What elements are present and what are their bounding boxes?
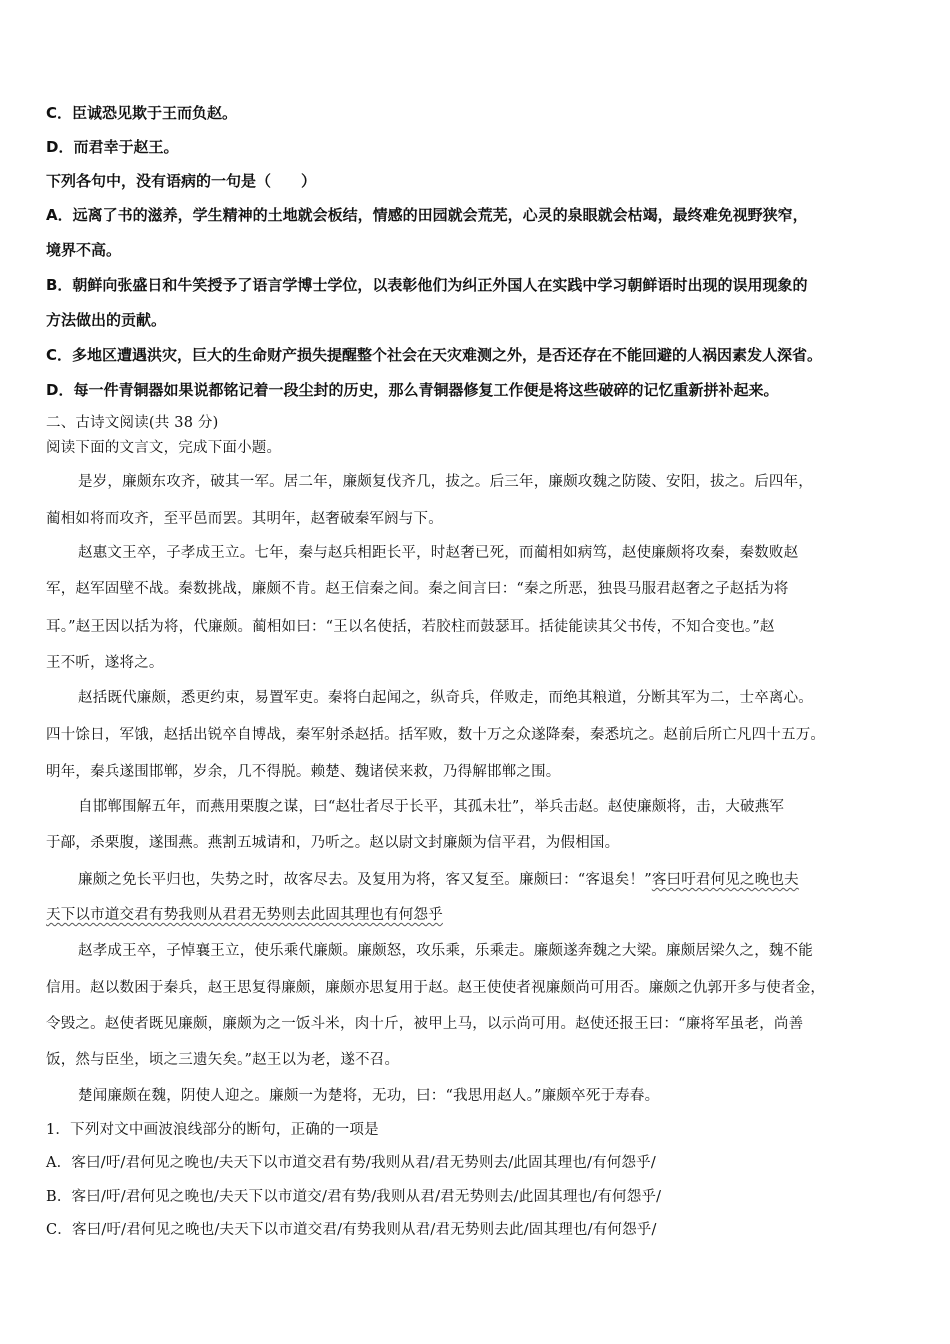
passage-line: 楚闻廉颇在魏，阴使人迎之。廉颇一为楚将，无功，曰：“我思用赵人。”廉颇卒死于寿春。 (78, 1088, 660, 1104)
grammar-option-d: D．每一件青铜器如果说都铭记着一段尘封的历史，那么青铜器修复工作便是将这些破碎的记忆重新拼补起来。 (46, 381, 779, 399)
question-1-stem: 1．下列对文中画波浪线部分的断句，正确的一项是 (46, 1122, 379, 1138)
passage-line: 明年，秦兵遂围邯郸，岁余，几不得脱。赖楚、魏诸侯来救，乃得解邯郸之围。 (46, 764, 561, 780)
grammar-option-a-line-2: 境界不高。 (46, 241, 122, 259)
wavy-underlined-text: 天下以市道交君有势我则从君君无势则去此固其理也有何怨乎 (46, 907, 443, 923)
grammar-option-a-line-1: A．远离了书的滋养，学生精神的土地就会板结，情感的田园就会荒芜，心灵的泉眼就会枯竭，最终难免视野狭窄， (46, 206, 808, 224)
passage-line (46, 905, 443, 925)
passage-line: 自邯郸围解五年，而燕用栗腹之谋，曰“赵壮者尽于长平，其孤未壮”，举兵击赵。赵使廉颇将，击，大破燕军 (78, 799, 785, 815)
prev-question-option-d: D．而君幸于赵王。 (46, 138, 179, 156)
passage-line: 赵孝成王卒，子悼襄王立，使乐乘代廉颇。廉颇怒，攻乐乘，乐乘走。廉颇遂奔魏之大梁。廉颇居梁久之，魏不能 (78, 943, 813, 959)
passage-line: 信用。赵以数困于秦兵，赵王思复得廉颇，廉颇亦思复用于赵。赵王使使者视廉颇尚可用否。廉颇之仇郭开多与使者金， (46, 980, 826, 996)
passage-line: 是岁，廉颇东攻齐，破其一军。居二年，廉颇复伐齐几，拔之。后三年，廉颇攻魏之防陵、安阳，拔之。后四年， (78, 474, 813, 490)
passage-line: 于鄗，杀栗腹，遂围燕。燕割五城请和，乃听之。赵以尉文封廉颇为信平君，为假相国。 (46, 835, 620, 851)
question-1-option-a: A．客曰/吁/君何见之晚也/夫天下以市道交君有势/我则从君/君无势则去/此固其理也/有何怨乎/ (46, 1155, 656, 1171)
passage-line: 四十馀日，军饿，赵括出锐卒自博战，秦军射杀赵括。括军败，数十万之众遂降秦，秦悉坑之。赵前后所亡凡四十五万。 (46, 727, 826, 743)
prev-question-option-c: C．臣诚恐见欺于王而负赵。 (46, 104, 238, 122)
passage-line: 耳。”赵王因以括为将，代廉颇。蔺相如曰：“王以名使括，若胶柱而鼓瑟耳。括徒能读其父书传，不知合变也。”赵 (46, 619, 775, 635)
section-instruction: 阅读下面的文言文，完成下面小题。 (46, 440, 282, 456)
grammar-question-stem: 下列各句中，没有语病的一句是（ ） (46, 172, 317, 190)
question-1-option-b: B．客曰/吁/君何见之晚也/夫天下以市道交/君有势/我则从君/君无势则去/此固其理也/有何怨乎/ (46, 1189, 662, 1205)
wavy-underlined-text: 客曰吁君何见之晚也夫 (651, 872, 799, 888)
passage-line: 蔺相如将而攻齐，至平邑而罢。其明年，赵奢破秦军阏与下。 (46, 511, 443, 527)
question-1-option-c: C．客曰/吁/君何见之晚也/夫天下以市道交君/有势我则从君/君无势则去此/固其理也/有何怨乎/ (46, 1222, 657, 1238)
passage-line (78, 870, 799, 890)
grammar-option-b-line-1: B．朝鲜向张盛日和牛笑授予了语言学博士学位，以表彰他们为纠正外国人在实践中学习朝鲜语时出现的误用现象的 (46, 276, 808, 294)
passage-text: 廉颇之免长平归也，失势之时，故客尽去。及复用为将，客又复至。廉颇曰：“客退矣！” (78, 872, 652, 888)
passage-line: 军，赵军固壁不战。秦数挑战，廉颇不肯。赵王信秦之间。秦之间言曰：“秦之所恶，独畏马服君赵奢之子赵括为将 (46, 581, 789, 597)
section-heading: 二、古诗文阅读(共 38 分) (46, 415, 219, 431)
grammar-option-b-line-2: 方法做出的贡献。 (46, 311, 167, 329)
passage-line: 赵括既代廉颇，悉更约束，易置军吏。秦将白起闻之，纵奇兵，佯败走，而绝其粮道，分断其军为二，士卒离心。 (78, 690, 813, 706)
grammar-option-c: C．多地区遭遇洪灾，巨大的生命财产损失提醒整个社会在天灾难测之外，是否还存在不能回避的人祸因素发人深省。 (46, 346, 823, 364)
passage-line: 饭，然与臣坐，顷之三遗矢矣。”赵王以为老，遂不召。 (46, 1052, 400, 1068)
passage-line: 王不听，遂将之。 (46, 655, 164, 671)
passage-line: 令毁之。赵使者既见廉颇，廉颇为之一饭斗米，肉十斤，被甲上马，以示尚可用。赵使还报王曰：“廉将军虽老，尚善 (46, 1016, 804, 1032)
passage-line: 赵惠文王卒，子孝成王立。七年，秦与赵兵相距长平，时赵奢已死，而蔺相如病笃，赵使廉颇将攻秦，秦数败赵 (78, 545, 799, 561)
